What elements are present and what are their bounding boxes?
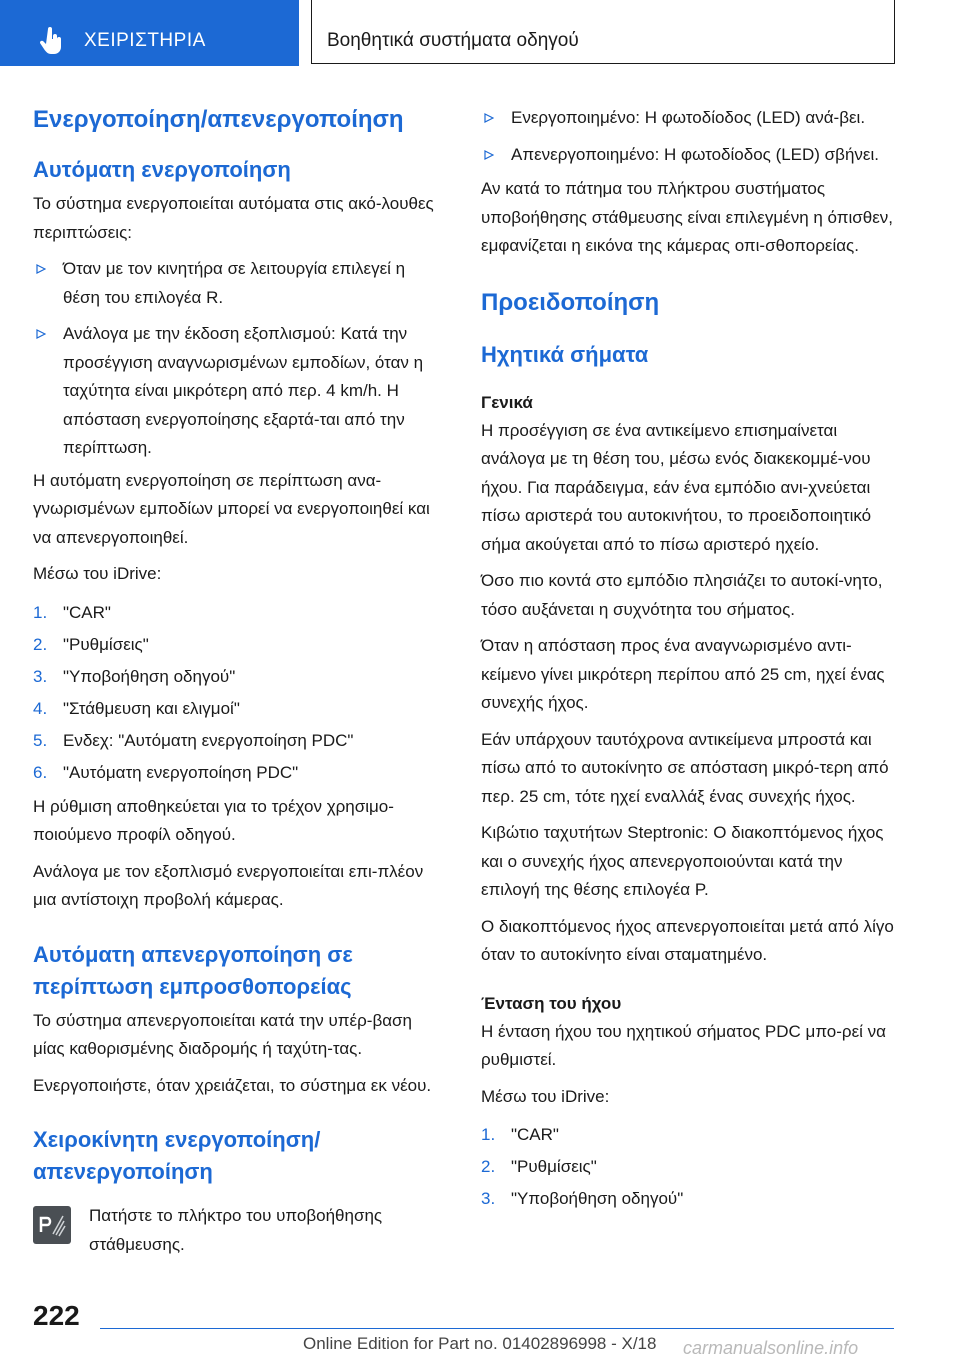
list-item: 1. "CAR" bbox=[33, 602, 111, 622]
paragraph: Το σύστημα ενεργοποιείται αυτόματα στις ακό-λουθες περιπτώσεις: bbox=[33, 194, 434, 242]
section-heading-manual: Χειροκίνητη ενεργοποίηση/ απενεργοποίηση bbox=[33, 1127, 321, 1184]
list-item: 2. "Ρυθμίσεις" bbox=[481, 1157, 597, 1176]
list-item: 2. "Ρυθμίσεις" bbox=[33, 634, 149, 654]
subheading-volume: Ένταση του ήχου bbox=[481, 993, 622, 1013]
left-column bbox=[33, 104, 443, 1262]
page-number: 222 bbox=[33, 1300, 80, 1331]
edition-note: Online Edition for Part no. 01402896998 - X/18 bbox=[303, 1334, 657, 1353]
paragraph: Μέσω του iDrive: bbox=[481, 1086, 610, 1106]
footer-divider bbox=[100, 1328, 894, 1329]
triangle-bullet-icon bbox=[36, 329, 46, 339]
list-item: 3. "Υποβοήθηση οδηγού" bbox=[481, 1189, 684, 1208]
bullet-list bbox=[33, 255, 443, 463]
chapter-title: Βοηθητικά συστήματα οδηγού bbox=[327, 30, 579, 51]
section-heading-warning: Προειδοποίηση bbox=[481, 288, 660, 316]
paragraph: Η προσέγγιση σε ένα αντικείμενο επισημαίνεται ανάλογα με τη θέση του, μέσω ενός διακεκομμέ-νου ήχου. Για παράδειγμα, εάν ένα εμπόδιο ανι-χνεύεται πίσω αριστερά του αυτοκινήτου, το προειδοποιητικό σήμα ακούγεται από το πίσω αριστερό ηχείο. bbox=[481, 420, 872, 554]
paragraph: Η ρύθμιση αποθηκεύεται για το τρέχον χρησιμο-ποιούμενο προφίλ οδηγού. bbox=[33, 796, 394, 844]
paragraph: Όσο πιο κοντά στο εμπόδιο πλησιάζει το αυτοκί-νητο, τόσο αυξάνεται η συχνότητα του σήματος. bbox=[481, 571, 883, 619]
paragraph: Ο διακοπτόμενος ήχος απενεργοποιείται μετά από λίγο όταν το αυτοκίνητο είναι σταματημένο. bbox=[481, 916, 894, 964]
parking-assist-button-icon bbox=[33, 1206, 71, 1244]
paragraph: Ανάλογα με τον εξοπλισμό ενεργοποιείται επι-πλέον μια αντίστοιχη προβολή κάμερας. bbox=[33, 861, 424, 909]
main-heading: Ενεργοποίηση/απενεργοποίηση bbox=[33, 106, 404, 133]
subsection-heading-acoustic: Ηχητικά σήματα bbox=[481, 341, 649, 367]
section-heading-auto-activation: Αυτόματη ενεργοποίηση bbox=[33, 157, 291, 182]
bullet-list bbox=[481, 104, 901, 169]
hand-pointer-icon bbox=[40, 27, 64, 55]
list-item: 5. Ενδεχ: "Αυτόματη ενεργοποίηση PDC" bbox=[33, 730, 354, 750]
paragraph: Πατήστε το πλήκτρο του υποβοήθησης στάθμευσης. bbox=[89, 1206, 383, 1254]
bullet-item: Όταν με τον κινητήρα σε λειτουργία επιλεγεί η θέση του επιλογέα R. bbox=[33, 255, 443, 312]
triangle-bullet-icon bbox=[484, 150, 494, 160]
chapter-header bbox=[311, 0, 895, 64]
pdc-button-row bbox=[33, 1202, 443, 1262]
bullet-item: Ενεργοποιημένο: Η φωτοδίοδος (LED) ανά-βει. bbox=[481, 104, 901, 133]
list-item: 1. "CAR" bbox=[481, 1125, 559, 1144]
list-item: 6. "Αυτόματη ενεργοποίηση PDC" bbox=[33, 762, 299, 782]
paragraph: Η ένταση ήχου του ηχητικού σήματος PDC μπο-ρεί να ρυθμιστεί. bbox=[481, 1021, 886, 1069]
paragraph: Εάν υπάρχουν ταυτόχρονα αντικείμενα μπροστά και πίσω από το αυτοκίνητο σε απόσταση μικρό-τερη από περ. 25 cm, τότε ηχεί εναλλάξ ένας συνεχής ήχος. bbox=[481, 729, 889, 806]
section-tab[interactable] bbox=[0, 0, 299, 66]
paragraph: Ενεργοποιήστε, όταν χρειάζεται, το σύστημα εκ νέου. bbox=[33, 1075, 432, 1095]
numbered-list bbox=[481, 1119, 901, 1215]
list-item: 4. "Στάθμευση και ελιγμοί" bbox=[33, 698, 240, 718]
paragraph: Μέσω του iDrive: bbox=[33, 564, 162, 583]
subheading-general: Γενικά bbox=[481, 392, 533, 412]
paragraph: Το σύστημα απενεργοποιείται κατά την υπέρ-βαση μίας καθορισμένης διαδρομής ή ταχύτη-τας. bbox=[33, 1010, 412, 1058]
section-tab-label: ΧΕΙΡΙΣΤΗΡΙΑ bbox=[84, 30, 206, 51]
section-heading-auto-deactivation: Αυτόματη απενεργοποίηση σε περίπτωση εμπροσθοπορείας bbox=[33, 941, 353, 999]
paragraph: Αν κατά το πάτημα του πλήκτρου συστήματος υποβοήθησης στάθμευσης είναι επιλεγμένη η όπισθεν, εμφανίζεται η εικόνα της κάμερας οπι-σθοπορείας. bbox=[481, 179, 894, 255]
list-item: 3. "Υποβοήθηση οδηγού" bbox=[33, 666, 236, 686]
triangle-bullet-icon bbox=[36, 264, 46, 274]
bullet-item: Ανάλογα με την έκδοση εξοπλισμού: Κατά την προσέγγιση αναγνωρισμένων εμποδίων, όταν η ταχύτητα είναι μικρότερη από περ. 4 km/h. Η απόσταση ενεργοποίησης εξαρτά-ται από την περίπτωση. bbox=[33, 320, 443, 463]
triangle-bullet-icon bbox=[484, 113, 494, 123]
paragraph: Η αυτόματη ενεργοποίηση σε περίπτωση ανα-γνωρισμένων εμποδίων μπορεί να ενεργοποιηθεί και να απενεργοποιηθεί. bbox=[33, 470, 430, 547]
bullet-item: Απενεργοποιημένο: Η φωτοδίοδος (LED) σβήνει. bbox=[481, 141, 901, 170]
paragraph: Όταν η απόσταση προς ένα αναγνωρισμένο αντι-κείμενο γίνει μικρότερη περίπου από 25 cm, ηχεί ένας συνεχής ήχος. bbox=[481, 636, 885, 712]
paragraph: Κιβώτιο ταχυτήτων Steptronic: Ο διακοπτόμενος ήχος και ο συνεχής ήχος απενεργοποιούνται κατά την επιλογή της θέσης επιλογέα P. bbox=[481, 823, 884, 899]
numbered-list bbox=[33, 597, 443, 789]
right-column bbox=[481, 104, 901, 1215]
watermark: carmanualsonline.info bbox=[683, 1338, 859, 1358]
